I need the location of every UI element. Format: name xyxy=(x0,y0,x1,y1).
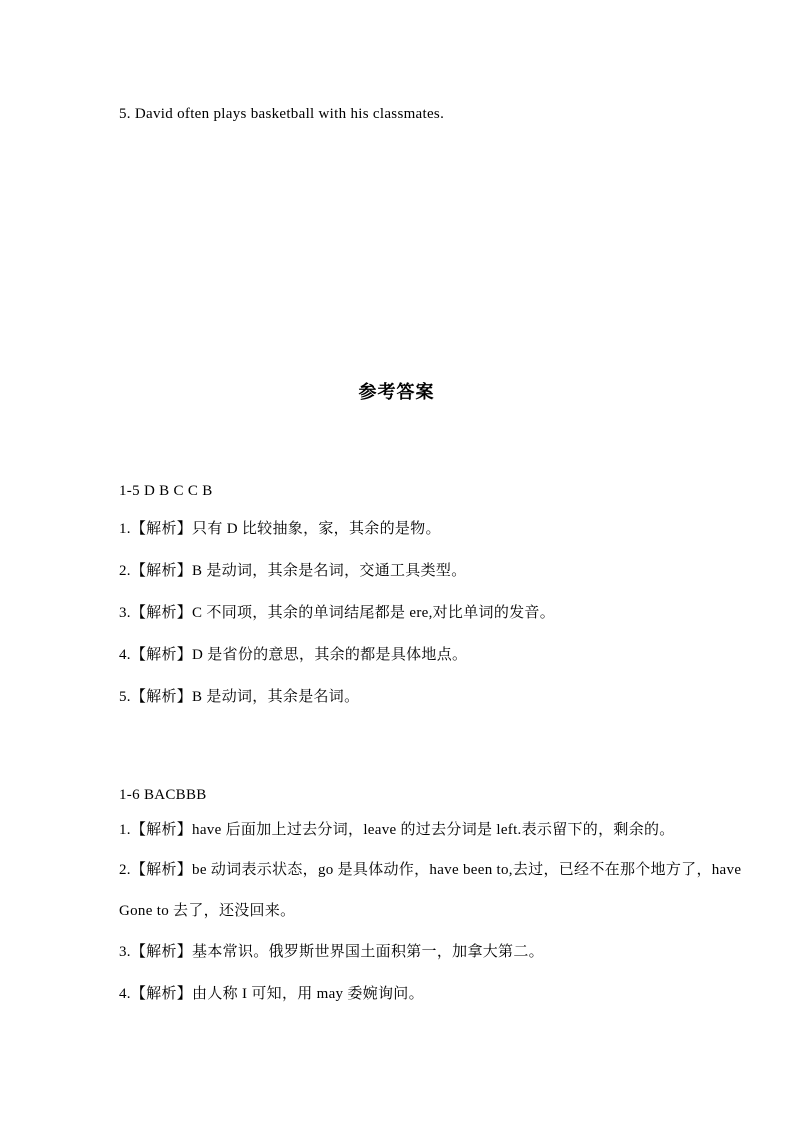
section2-answer-key: 1-6 BACBBB xyxy=(119,787,207,803)
section2-explanation-line: 2.【解析】be 动词表示状态，go 是具体动作，have been to,去过，已经不在那个地方了，have xyxy=(119,862,742,878)
answers-heading: 参考答案 xyxy=(358,382,435,402)
section1-explanation-line: 2.【解析】B 是动词，其余是名词，交通工具类型。 xyxy=(119,563,467,579)
section2-explanation-continuation-line: Gone to 去了，还没回来。 xyxy=(119,903,296,919)
section1-explanation-line: 1.【解析】只有 D 比较抽象，家，其余的是物。 xyxy=(119,521,441,537)
section1-answer-key: 1-5 D B C C B xyxy=(119,483,213,499)
section2-explanation-line: 3.【解析】基本常识。俄罗斯世界国土面积第一，加拿大第二。 xyxy=(119,944,544,960)
section1-explanation-line: 3.【解析】C 不同项，其余的单词结尾都是 ere,对比单词的发音。 xyxy=(119,605,556,621)
question-sentence: 5. David often plays basketball with his classmates. xyxy=(119,106,445,122)
section2-explanation-line: 4.【解析】由人称 I 可知，用 may 委婉询问。 xyxy=(119,986,424,1002)
section1-explanation-line: 5.【解析】B 是动词，其余是名词。 xyxy=(119,689,360,705)
section1-explanation-line: 4.【解析】D 是省份的意思，其余的都是具体地点。 xyxy=(119,647,468,663)
section2-explanation-line: 1.【解析】have 后面加上过去分词，leave 的过去分词是 left.表示留下的，剩余的。 xyxy=(119,822,675,838)
